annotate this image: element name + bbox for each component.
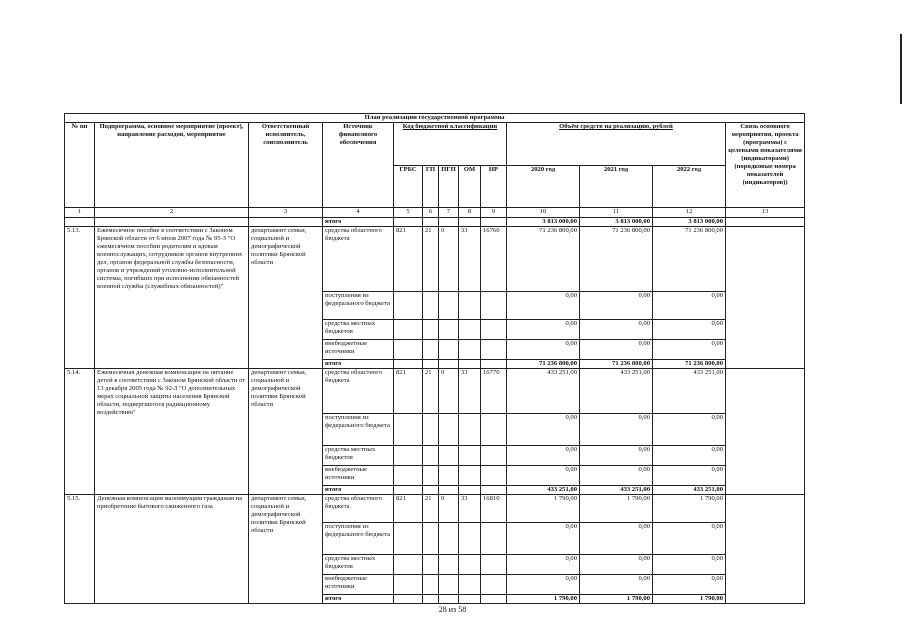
col-number: 11 xyxy=(580,208,653,218)
total-label: итого xyxy=(323,595,394,604)
col-number: 3 xyxy=(249,208,323,218)
budget-code-pgp xyxy=(439,340,459,360)
header-nr: НР xyxy=(481,165,507,208)
budget-code-gp xyxy=(423,320,439,340)
budget-code-gp xyxy=(423,466,439,486)
column-number-row xyxy=(65,208,805,218)
budget-code-gp xyxy=(423,555,439,575)
indicator-link xyxy=(726,227,805,369)
amount-2022: 71 236 800,00 xyxy=(653,227,726,292)
budget-code-grbs xyxy=(394,414,423,446)
amount-2022: 0,00 xyxy=(653,320,726,340)
amount-2020: 0,00 xyxy=(507,292,580,320)
budget-code-om: 33 xyxy=(459,369,481,414)
budget-code-pgp: 0 xyxy=(439,495,459,523)
header-om: ОМ xyxy=(459,165,481,208)
budget-code-om: 33 xyxy=(459,495,481,523)
budget-code-grbs xyxy=(394,320,423,340)
page-number: 28 из 58 xyxy=(438,605,467,614)
budget-code-om xyxy=(459,340,481,360)
empty-cell xyxy=(439,486,459,495)
budget-code-grbs xyxy=(394,292,423,320)
funding-source: средства местных бюджетов xyxy=(323,555,394,575)
amount-2021: 0,00 xyxy=(580,523,653,555)
budget-code-gp xyxy=(423,340,439,360)
funding-source: средства областного бюджета xyxy=(323,369,394,414)
col-number: 1 xyxy=(65,208,95,218)
amount-2020: 0,00 xyxy=(507,555,580,575)
responsible-executor: департамент семьи, социальной и демографической политики Брянской области xyxy=(249,495,323,604)
budget-code-pgp: 0 xyxy=(439,369,459,414)
amount-2020: 71 236 800,00 xyxy=(507,227,580,292)
amount-2020: 1 790,00 xyxy=(507,495,580,523)
header-pgp: ПГП xyxy=(439,165,459,208)
total-label: итого xyxy=(323,360,394,369)
amount-2021: 0,00 xyxy=(580,555,653,575)
budget-code-grbs: 821 xyxy=(394,495,423,523)
amount-2022: 0,00 xyxy=(653,340,726,360)
funding-source: средства местных бюджетов xyxy=(323,320,394,340)
budget-code-grbs xyxy=(394,446,423,466)
budget-code-nr xyxy=(481,340,507,360)
budget-code-gp: 21 xyxy=(423,369,439,414)
col-number: 2 xyxy=(95,208,249,218)
funding-source: внебюджетные источники xyxy=(323,466,394,486)
total-2020: 433 251,00 xyxy=(507,486,580,495)
empty-cell xyxy=(394,595,423,604)
amount-2022: 0,00 xyxy=(653,555,726,575)
budget-code-om xyxy=(459,555,481,575)
budget-code-pgp xyxy=(439,320,459,340)
amount-2022: 0,00 xyxy=(653,575,726,595)
total-2021: 1 790,00 xyxy=(580,595,653,604)
amount-2021: 71 236 800,00 xyxy=(580,227,653,292)
empty-cell xyxy=(459,360,481,369)
budget-code-nr xyxy=(481,320,507,340)
budget-code-grbs xyxy=(394,340,423,360)
budget-code-pgp xyxy=(439,555,459,575)
amount-2022: 0,00 xyxy=(653,292,726,320)
amount-2020: 0,00 xyxy=(507,523,580,555)
budget-code-gp xyxy=(423,446,439,466)
budget-code-gp: 21 xyxy=(423,495,439,523)
budget-code-grbs: 821 xyxy=(394,369,423,414)
row-number: 5.13. xyxy=(65,227,95,369)
scan-edge-mark xyxy=(900,34,902,104)
budget-code-nr: 16760 xyxy=(481,227,507,292)
empty-cell xyxy=(459,486,481,495)
amount-2021: 433 251,00 xyxy=(580,369,653,414)
total-2021: 433 251,00 xyxy=(580,486,653,495)
col-number: 6 xyxy=(423,208,439,218)
indicator-link xyxy=(726,495,805,604)
budget-code-gp xyxy=(423,575,439,595)
col-number: 4 xyxy=(323,208,394,218)
amount-2022: 0,00 xyxy=(653,414,726,446)
budget-code-gp xyxy=(423,414,439,446)
budget-code-nr xyxy=(481,292,507,320)
amount-2021: 1 790,00 xyxy=(580,495,653,523)
top-total-row xyxy=(65,218,805,227)
header-gp: ГП xyxy=(423,165,439,208)
budget-code-nr: 16810 xyxy=(481,495,507,523)
empty-cell xyxy=(439,595,459,604)
table-row xyxy=(65,227,805,292)
budget-code-om xyxy=(459,523,481,555)
measure-name: Ежемесячная денежная компенсация на питание детей в соответствии с Законом Брянской области от 13 декабря 2005 года № 92-З "О дополнительных мерах социальной защиты населения Брянской области, подвергшегося радиационному воздействию" xyxy=(95,369,249,495)
empty-cell xyxy=(459,595,481,604)
col-number: 5 xyxy=(394,208,423,218)
budget-code-pgp xyxy=(439,292,459,320)
header-responsible: Ответственный исполнитель, соисполнитель xyxy=(249,123,323,208)
budget-code-nr xyxy=(481,555,507,575)
measure-name: Ежемесячное пособие в соответствии с Законом Брянской области от 6 июля 2007 года № 95-З "О ежемесячном пособии родителям и вдовам военнослужащих, сотрудников органов внутренних дел, органов федеральной службы безопасности, органов и учреждений уголовно-исполнительной системы, погибших при исполнении обязанностей военной службы (служебных обязанностей)" xyxy=(95,227,249,369)
budget-code-om xyxy=(459,446,481,466)
col-number: 9 xyxy=(481,208,507,218)
empty-cell xyxy=(423,595,439,604)
amount-2020: 0,00 xyxy=(507,320,580,340)
header-subprogram: Подпрограмма, основное мероприятие (проект), направление расходов, мероприятие xyxy=(95,123,249,208)
budget-code-grbs xyxy=(394,466,423,486)
total-2020: 3 813 000,00 xyxy=(507,218,580,227)
amount-2021: 0,00 xyxy=(580,575,653,595)
budget-code-grbs xyxy=(394,555,423,575)
amount-2021: 0,00 xyxy=(580,446,653,466)
budget-code-pgp: 0 xyxy=(439,227,459,292)
amount-2022: 0,00 xyxy=(653,466,726,486)
amount-2022: 0,00 xyxy=(653,523,726,555)
total-2020: 71 236 800,00 xyxy=(507,360,580,369)
table-row xyxy=(65,369,805,414)
header-volume: Объём средств на реализацию, рублей xyxy=(507,123,726,166)
funding-source: поступления из федерального бюджета xyxy=(323,292,394,320)
col-number: 8 xyxy=(459,208,481,218)
total-2022: 433 251,00 xyxy=(653,486,726,495)
empty-cell xyxy=(423,360,439,369)
responsible-executor: департамент семьи, социальной и демографической политики Брянской области xyxy=(249,369,323,495)
budget-code-grbs: 821 xyxy=(394,227,423,292)
amount-2022: 433 251,00 xyxy=(653,369,726,414)
budget-code-gp: 21 xyxy=(423,227,439,292)
budget-code-om xyxy=(459,320,481,340)
empty-cell xyxy=(481,360,507,369)
total-2022: 71 236 800,00 xyxy=(653,360,726,369)
funding-source: поступления из федерального бюджета xyxy=(323,523,394,555)
amount-2020: 0,00 xyxy=(507,575,580,595)
funding-source: средства областного бюджета xyxy=(323,495,394,523)
amount-2021: 0,00 xyxy=(580,320,653,340)
budget-code-pgp xyxy=(439,523,459,555)
amount-2022: 1 790,00 xyxy=(653,495,726,523)
empty-cell xyxy=(481,486,507,495)
total-2022: 1 790,00 xyxy=(653,595,726,604)
row-number: 5.14. xyxy=(65,369,95,495)
amount-2021: 0,00 xyxy=(580,466,653,486)
row-number: 5.15. xyxy=(65,495,95,604)
amount-2021: 0,00 xyxy=(580,340,653,360)
col-number: 12 xyxy=(653,208,726,218)
amount-2021: 0,00 xyxy=(580,414,653,446)
table-row xyxy=(65,495,805,523)
amount-2022: 0,00 xyxy=(653,446,726,466)
total-label: итого xyxy=(323,486,394,495)
funding-source: средства местных бюджетов xyxy=(323,446,394,466)
budget-code-nr xyxy=(481,575,507,595)
header-source: Источник финансового обеспечения xyxy=(323,123,394,208)
funding-source: поступления из федерального бюджета xyxy=(323,414,394,446)
budget-code-gp xyxy=(423,523,439,555)
total-2020: 1 790,00 xyxy=(507,595,580,604)
budget-code-grbs xyxy=(394,523,423,555)
amount-2020: 433 251,00 xyxy=(507,369,580,414)
budget-code-om xyxy=(459,292,481,320)
budget-code-pgp xyxy=(439,575,459,595)
total-2021: 71 236 800,00 xyxy=(580,360,653,369)
plan-title: План реализации государственной программы xyxy=(65,114,805,123)
header-2021: 2021 год xyxy=(580,165,653,208)
header-2020: 2020 год xyxy=(507,165,580,208)
budget-code-pgp xyxy=(439,414,459,446)
empty-cell xyxy=(394,486,423,495)
total-label: итого xyxy=(323,218,394,227)
amount-2020: 0,00 xyxy=(507,446,580,466)
budget-code-om xyxy=(459,414,481,446)
budget-code-pgp xyxy=(439,466,459,486)
budget-code-nr xyxy=(481,414,507,446)
empty-cell xyxy=(481,595,507,604)
budget-code-nr xyxy=(481,523,507,555)
budget-code-nr: 16770 xyxy=(481,369,507,414)
budget-code-om: 33 xyxy=(459,227,481,292)
budget-code-gp xyxy=(423,292,439,320)
col-number: 10 xyxy=(507,208,580,218)
budget-code-grbs xyxy=(394,575,423,595)
plan-table xyxy=(64,113,805,604)
total-2022: 3 813 000,00 xyxy=(653,218,726,227)
amount-2020: 0,00 xyxy=(507,414,580,446)
funding-source: внебюджетные источники xyxy=(323,340,394,360)
col-number: 13 xyxy=(726,208,805,218)
header-grbs: ГРБС xyxy=(394,165,423,208)
responsible-executor: департамент семьи, социальной и демографической политики Брянской области xyxy=(249,227,323,369)
empty-cell xyxy=(423,486,439,495)
header-2022: 2022 год xyxy=(653,165,726,208)
budget-code-om xyxy=(459,466,481,486)
empty-cell xyxy=(439,360,459,369)
measure-name: Денежная компенсация малоимущим гражданам на приобретение бытового сжиженного газа xyxy=(95,495,249,604)
header-budget-code: Код бюджетной классификации xyxy=(394,123,507,166)
total-2021: 3 813 000,00 xyxy=(580,218,653,227)
amount-2020: 0,00 xyxy=(507,340,580,360)
empty-cell xyxy=(394,360,423,369)
budget-code-pgp xyxy=(439,446,459,466)
budget-code-om xyxy=(459,575,481,595)
amount-2020: 0,00 xyxy=(507,466,580,486)
budget-code-nr xyxy=(481,446,507,466)
amount-2021: 0,00 xyxy=(580,292,653,320)
indicator-link xyxy=(726,369,805,495)
header-num: № пп xyxy=(65,123,95,208)
header-link: Связь основного мероприятия, проекта (программы) с целевыми показателями (индикаторами) (порядковые номера показателей (индикаторов)) xyxy=(726,123,805,208)
funding-source: внебюджетные источники xyxy=(323,575,394,595)
col-number: 7 xyxy=(439,208,459,218)
funding-source: средства областного бюджета xyxy=(323,227,394,292)
budget-code-nr xyxy=(481,466,507,486)
